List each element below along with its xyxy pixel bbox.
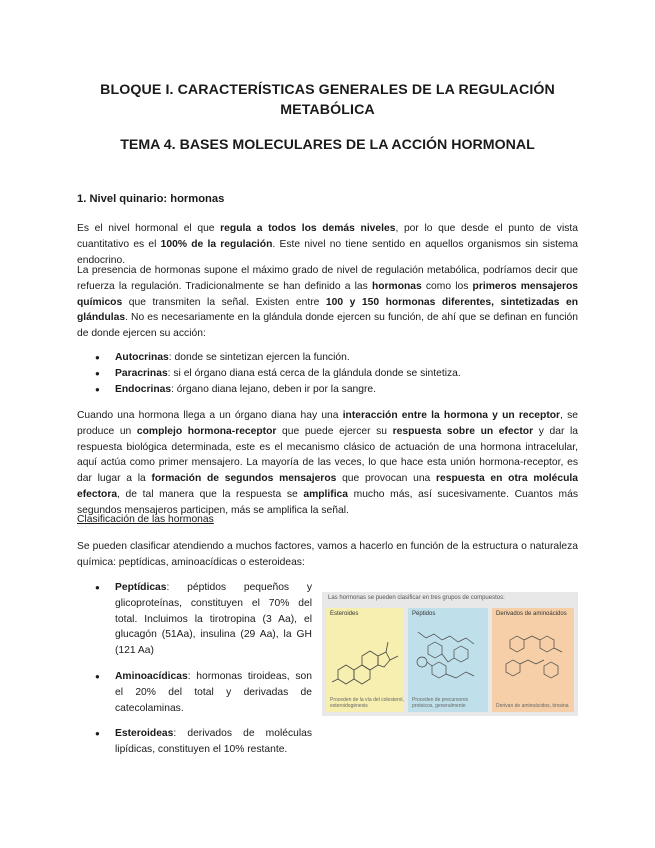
panel-note: Proceden de precursores proteicos, generalmente [412, 697, 469, 709]
figure-caption: Las hormonas se pueden clasificar en tres grupos de compuestos: [328, 595, 505, 601]
list-item: ● Endocrinas: órgano diana lejano, deben ir por la sangre. [77, 382, 461, 398]
peptide-structure-icon [408, 622, 488, 692]
peptides-panel [408, 608, 488, 712]
panel-title: Derivados de aminoácidos [496, 611, 567, 617]
paragraph-4: Se pueden clasificar atendiendo a muchos factores, vamos a hacerlo en función de la estructura o naturaleza química: peptídicas, aminoacídicas o esteroideas: [77, 541, 578, 568]
hormone-class-list [77, 580, 312, 768]
list-item: ● Paracrinas: si el órgano diana está cerca de la glándula donde se sintetiza. [77, 366, 461, 382]
paragraph-2: La presencia de hormonas supone el máximo grado de nivel de regulación metabólica, podríamos decir que refuerza la regulación. Tradicionalmente se han definido a las hormonas como los primeros mensajeros químicos que transmiten la señal. Existen entre 100 y 150 hormonas diferentes, sintetizadas en glándulas. No es necesariamente en la glándula donde ejercen su función, de ahí que se definan en función de donde ejercen su acción: [77, 265, 578, 340]
hormone-classes-figure [322, 592, 578, 716]
list-item: ● Peptídicas: péptidos pequeños y glicoproteínas, constituyen el 70% del total. Incluimos la tirotropina (3 Aa), el glucagón (51Aa), insulina (29 Aa), la GH (121 Aa) [77, 580, 312, 659]
steroids-panel [326, 608, 404, 712]
steroid-structure-icon [326, 622, 404, 692]
panel-note: Derivan de aminoácidos, tirosina [496, 703, 569, 709]
topic-title: TEMA 4. BASES MOLECULARES DE LA ACCIÓN HORMONAL [120, 137, 535, 153]
list-item: ● Esteroideas: derivados de moléculas lipídicas, constituyen el 10% restante. [77, 726, 312, 758]
amino-acid-derivatives-panel [492, 608, 574, 712]
panel-note: Proceden de la vía del colesterol, esteroidogénesis [330, 697, 404, 709]
classification-subheading: Clasificación de las hormonas [77, 514, 214, 525]
panel-title: Esteroides [330, 611, 359, 617]
section-heading: 1. Nivel quinario: hormonas [77, 193, 225, 205]
hormone-action-list [77, 350, 461, 397]
amino-acid-structure-icon [492, 622, 574, 692]
block-title: BLOQUE I. CARACTERÍSTICAS GENERALES DE LA REGULACIÓN METABÓLICA [100, 82, 555, 118]
panel-title: Péptidos [412, 611, 436, 617]
paragraph-3: Cuando una hormona llega a un órgano diana hay una interacción entre la hormona y un receptor, se produce un complejo hormona-receptor que puede ejercer su respuesta sobre un efector y dar la respuesta biológica determinada, este es el mecanismo clásico de actuación de una hormona intracelular, aquí actúa como primer mensajero. La mayoría de las veces, lo que hace esta unión hormona-receptor, es dar lugar a la formación de segundos mensajeros que provocan una respuesta en otra molécula efectora, de tal manera que la respuesta se amplifica mucho más, así sucesivamente. Cuantos más segundos mensajeros participen, más se amplifica la señal. [77, 410, 579, 516]
list-item: ● Autocrinas: donde se sintetizan ejercen la función. [77, 350, 461, 366]
list-item: ● Aminoacídicas: hormonas tiroideas, son el 20% del total y derivadas de catecolaminas. [77, 669, 312, 716]
paragraph-1: Es el nivel hormonal el que regula a todos los demás niveles, por lo que desde el punto de vista cuantitativo es el 100% de la regulación. Este nivel no tiene sentido en aquellos organismos sin sistema endocrino. [77, 223, 578, 266]
